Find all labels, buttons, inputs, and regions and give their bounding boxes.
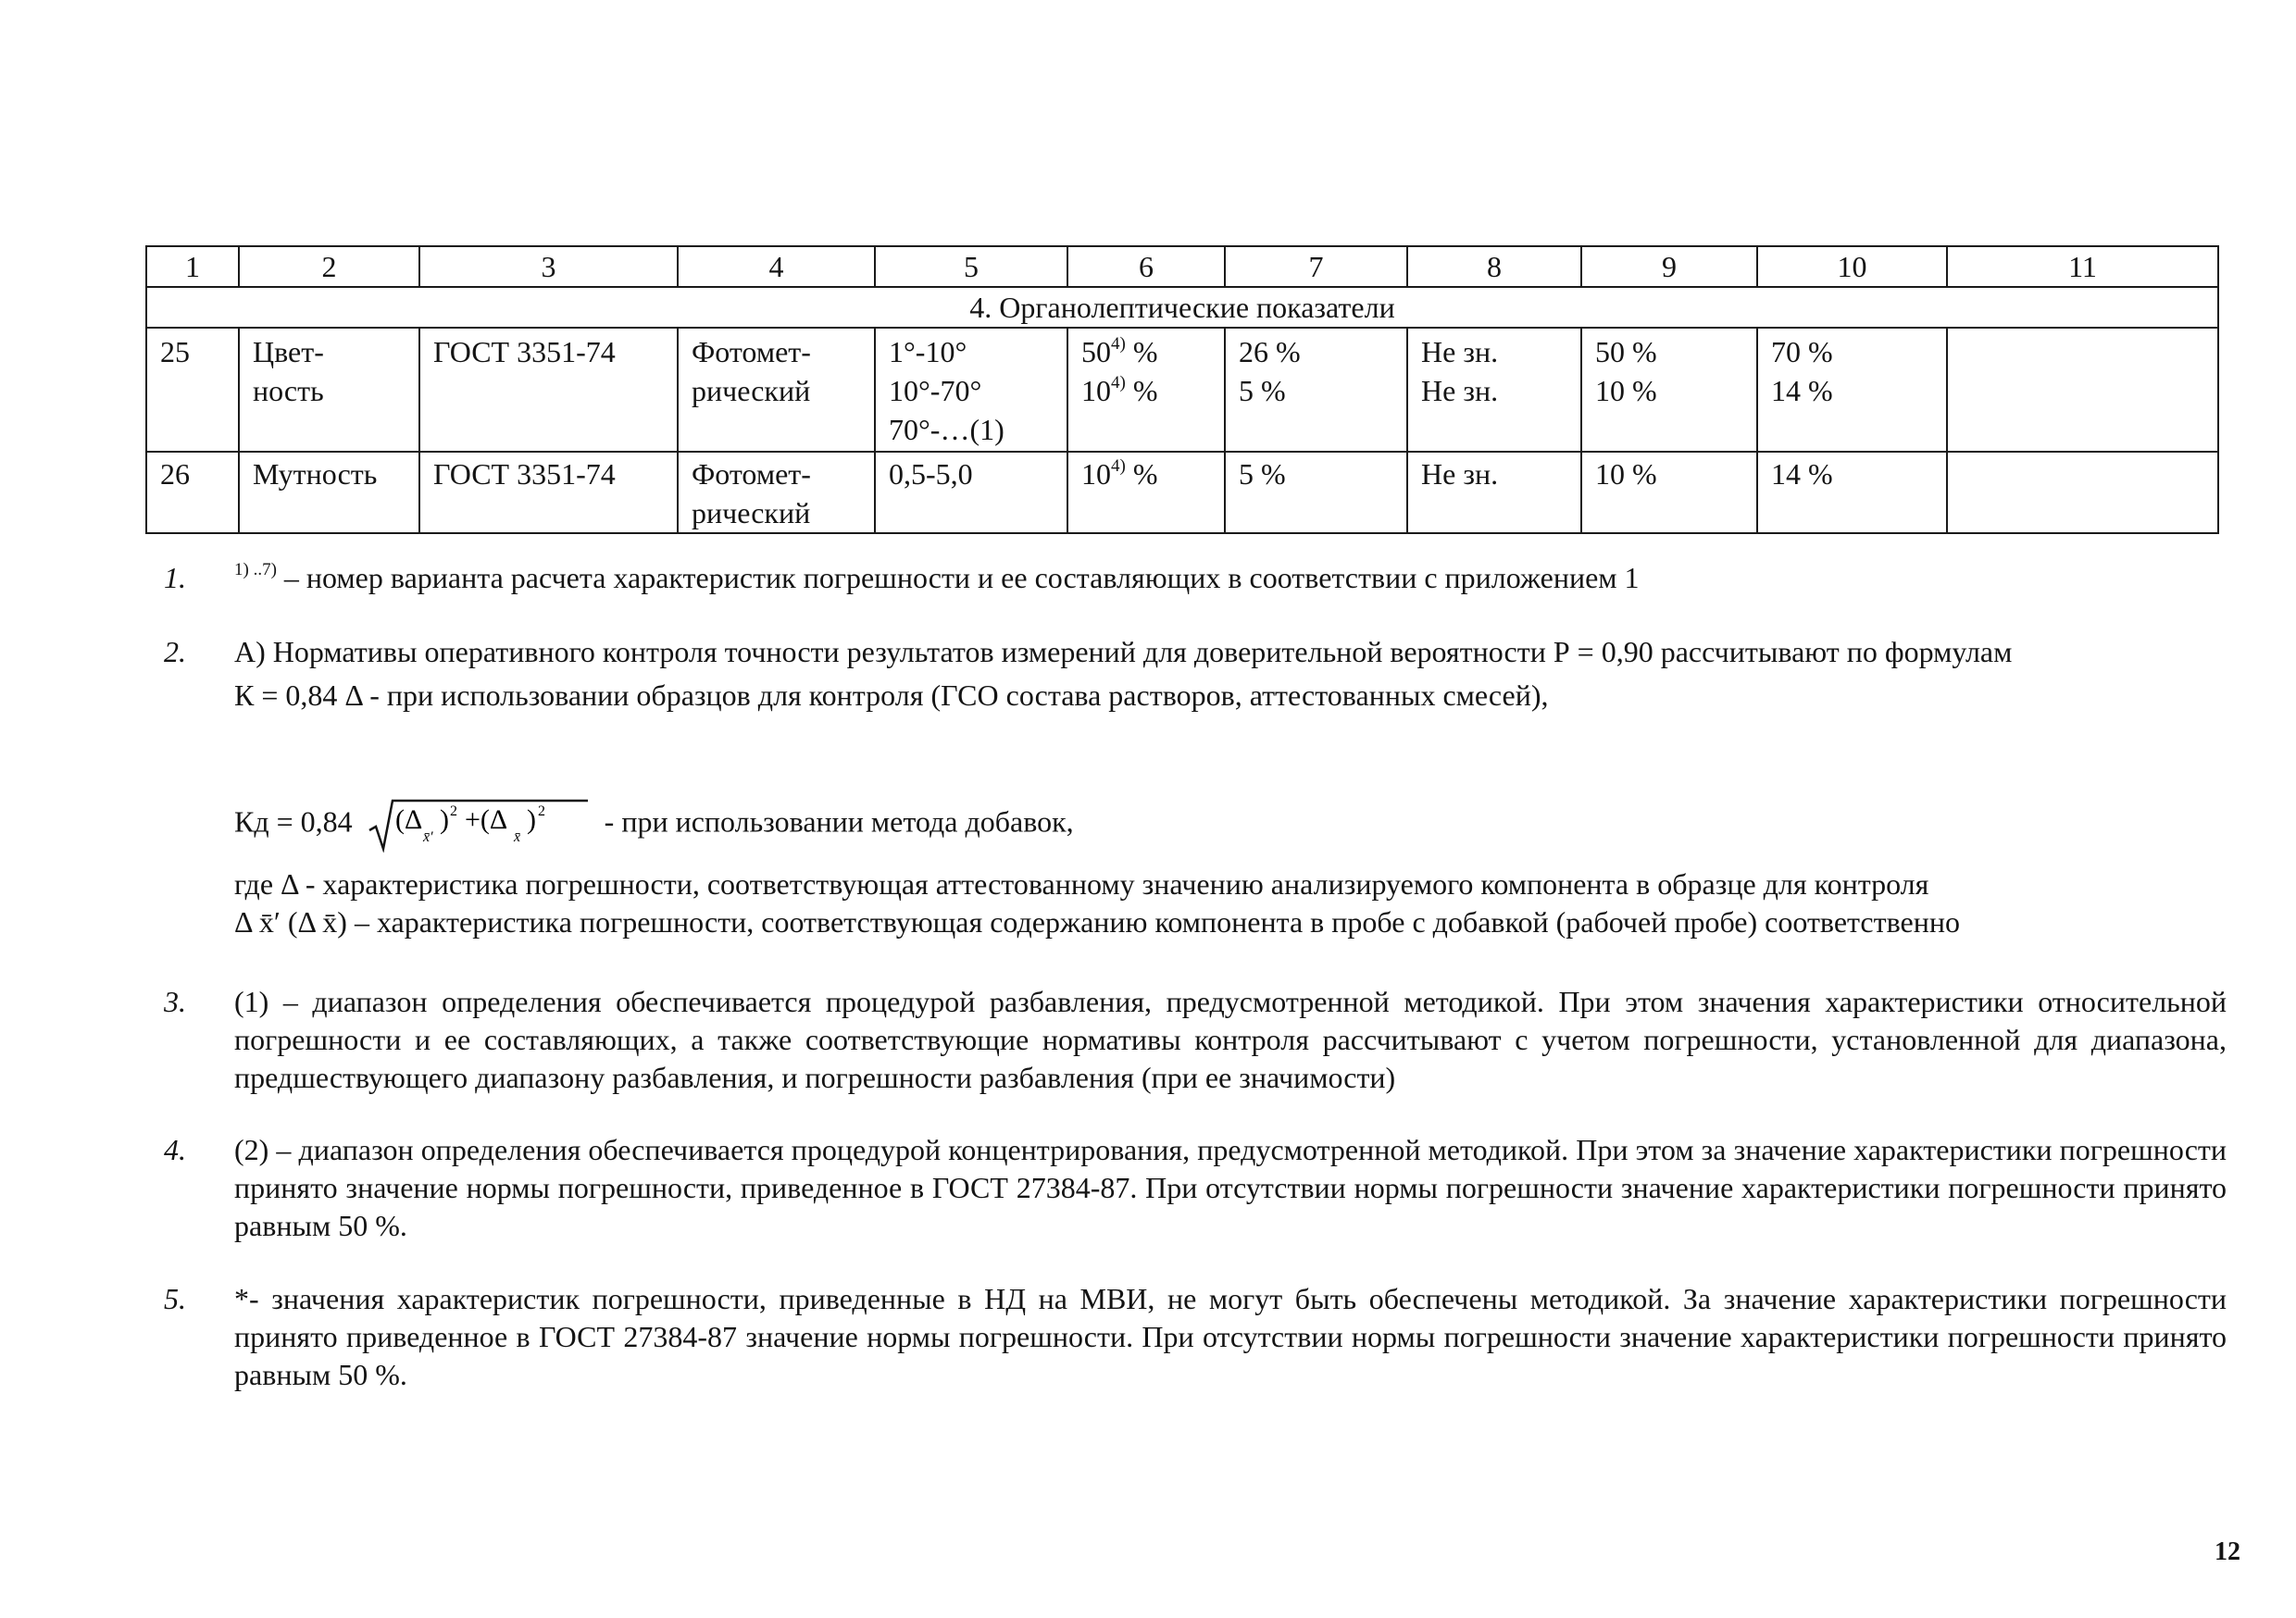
table-row (146, 452, 2218, 533)
col10-values: 70 % 14 % (1757, 328, 1947, 452)
note-text: А) Нормативы оперативного контроля точности результатов измерений для доверительной вероятности Р = 0,90 рассчитывают по формулам (234, 635, 2013, 668)
col10-values: 14 % (1757, 452, 1947, 533)
header-cell: 6 (1067, 246, 1225, 287)
gost-ref: ГОСТ 3351-74 (419, 452, 678, 533)
section-row (146, 287, 2218, 328)
header-cell: 7 (1225, 246, 1407, 287)
method: Фотомет- рический (678, 328, 875, 452)
col9-values: 50 % 10 % (1581, 328, 1757, 452)
header-cell: 3 (419, 246, 678, 287)
indicator-name: Цвет- ность (239, 328, 419, 452)
header-cell: 9 (1581, 246, 1757, 287)
svg-text:x̄′: x̄′ (422, 829, 433, 845)
page-number: 12 (2215, 1537, 2240, 1566)
svg-text:2: 2 (537, 803, 545, 819)
note-number: 5. (164, 1282, 186, 1315)
header-cell: 4 (678, 246, 875, 287)
note-text: (2) – диапазон определения обеспечивается процедурой концентрирования, предусмотренной методикой. При этом за значение характеристики погрешности принято значение нормы погрешности, приведенное в ГОСТ 27384-87. При отсутствии нормы погрешности значение характеристики погрешности принято равным 50 %. (234, 1133, 2227, 1242)
sqrt-expression (368, 797, 590, 853)
note-text: К = 0,84 Δ - при использовании образцов для контроля (ГСО состава растворов, аттестованных смесей), (234, 678, 1549, 712)
note-number: 2. (164, 635, 186, 668)
note-number: 1. (164, 561, 186, 594)
col8-values: Не зн. Не зн. (1407, 328, 1581, 452)
range: 1°-10° 10°-70° 70°-…(1) (875, 328, 1067, 452)
svg-text:): ) (439, 804, 449, 835)
range: 0,5-5,0 (875, 452, 1067, 533)
col7-values: 5 % (1225, 452, 1407, 533)
col11-values (1947, 328, 2218, 452)
method: Фотомет- рический (678, 452, 875, 533)
note-text: Δ x̄′ (Δ x̄) – характеристика погрешности, соответствующая содержанию компонента в пробе с добавкой (рабочей пробе) соответственно (234, 905, 1960, 939)
svg-text:x̄: x̄ (513, 829, 520, 845)
note-text: где Δ - характеристика погрешности, соответствующая аттестованному значению анализируемого компонента в образце для контроля (234, 867, 1929, 901)
sqrt-expression-graphic (368, 797, 590, 853)
formula-kd (234, 797, 1074, 853)
header-cell: 5 (875, 246, 1067, 287)
header-cell: 1 (146, 246, 239, 287)
col6-values: 10$^{4)}$ % (1067, 452, 1225, 533)
row-number: 26 (146, 452, 239, 533)
section-title: 4. Органолептические показатели (146, 287, 2218, 328)
header-cell: 11 (1947, 246, 2218, 287)
col6-values: 50$^{4)}$ % 10$^{4)}$ % (1067, 328, 1225, 452)
col11-values (1947, 452, 2218, 533)
col9-values: 10 % (1581, 452, 1757, 533)
footnote-mark: 1) ..7) (234, 560, 277, 579)
formula-suffix: - при использовании метода добавок, (604, 804, 1074, 839)
table-row (146, 328, 2218, 452)
svg-text:+(Δ: +(Δ (464, 804, 507, 835)
note-number: 3. (164, 985, 186, 1018)
note-number: 4. (164, 1133, 186, 1166)
note-text: (1) – диапазон определения обеспечивается процедурой разбавления, предусмотренной методикой. При этом значения характеристики относительной погрешности и ее составляющих, а также соответствующие нормативы контроля рассчитывают с учетом погрешности, установленной для диапазона, предшествующего диапазону разбавления, и погрешности разбавления (при ее значимости) (234, 985, 2227, 1094)
header-cell: 8 (1407, 246, 1581, 287)
table-header-row (146, 246, 2218, 287)
header-cell: 2 (239, 246, 419, 287)
svg-text:2: 2 (449, 803, 457, 819)
indicators-table (145, 245, 2219, 534)
indicator-name: Мутность (239, 452, 419, 533)
header-cell: 10 (1757, 246, 1947, 287)
row-number: 25 (146, 328, 239, 452)
col8-values: Не зн. (1407, 452, 1581, 533)
col7-values: 26 % 5 % (1225, 328, 1407, 452)
formula-prefix: Кд = 0,84 (234, 804, 353, 839)
note-text: – номер варианта расчета характеристик погрешности и ее составляющих в соответствии с приложением 1 (276, 561, 1640, 594)
svg-text:(Δ: (Δ (394, 804, 422, 835)
gost-ref: ГОСТ 3351-74 (419, 328, 678, 452)
note-text: *- значения характеристик погрешности, приведенные в НД на МВИ, не могут быть обеспечены методикой. За значение характеристики погрешности принято приведенное в ГОСТ 27384-87 значение нормы погрешности. При отсутствии нормы погрешности значение характеристики погрешности принято равным 50 %. (234, 1282, 2227, 1391)
svg-text:): ) (526, 804, 536, 835)
